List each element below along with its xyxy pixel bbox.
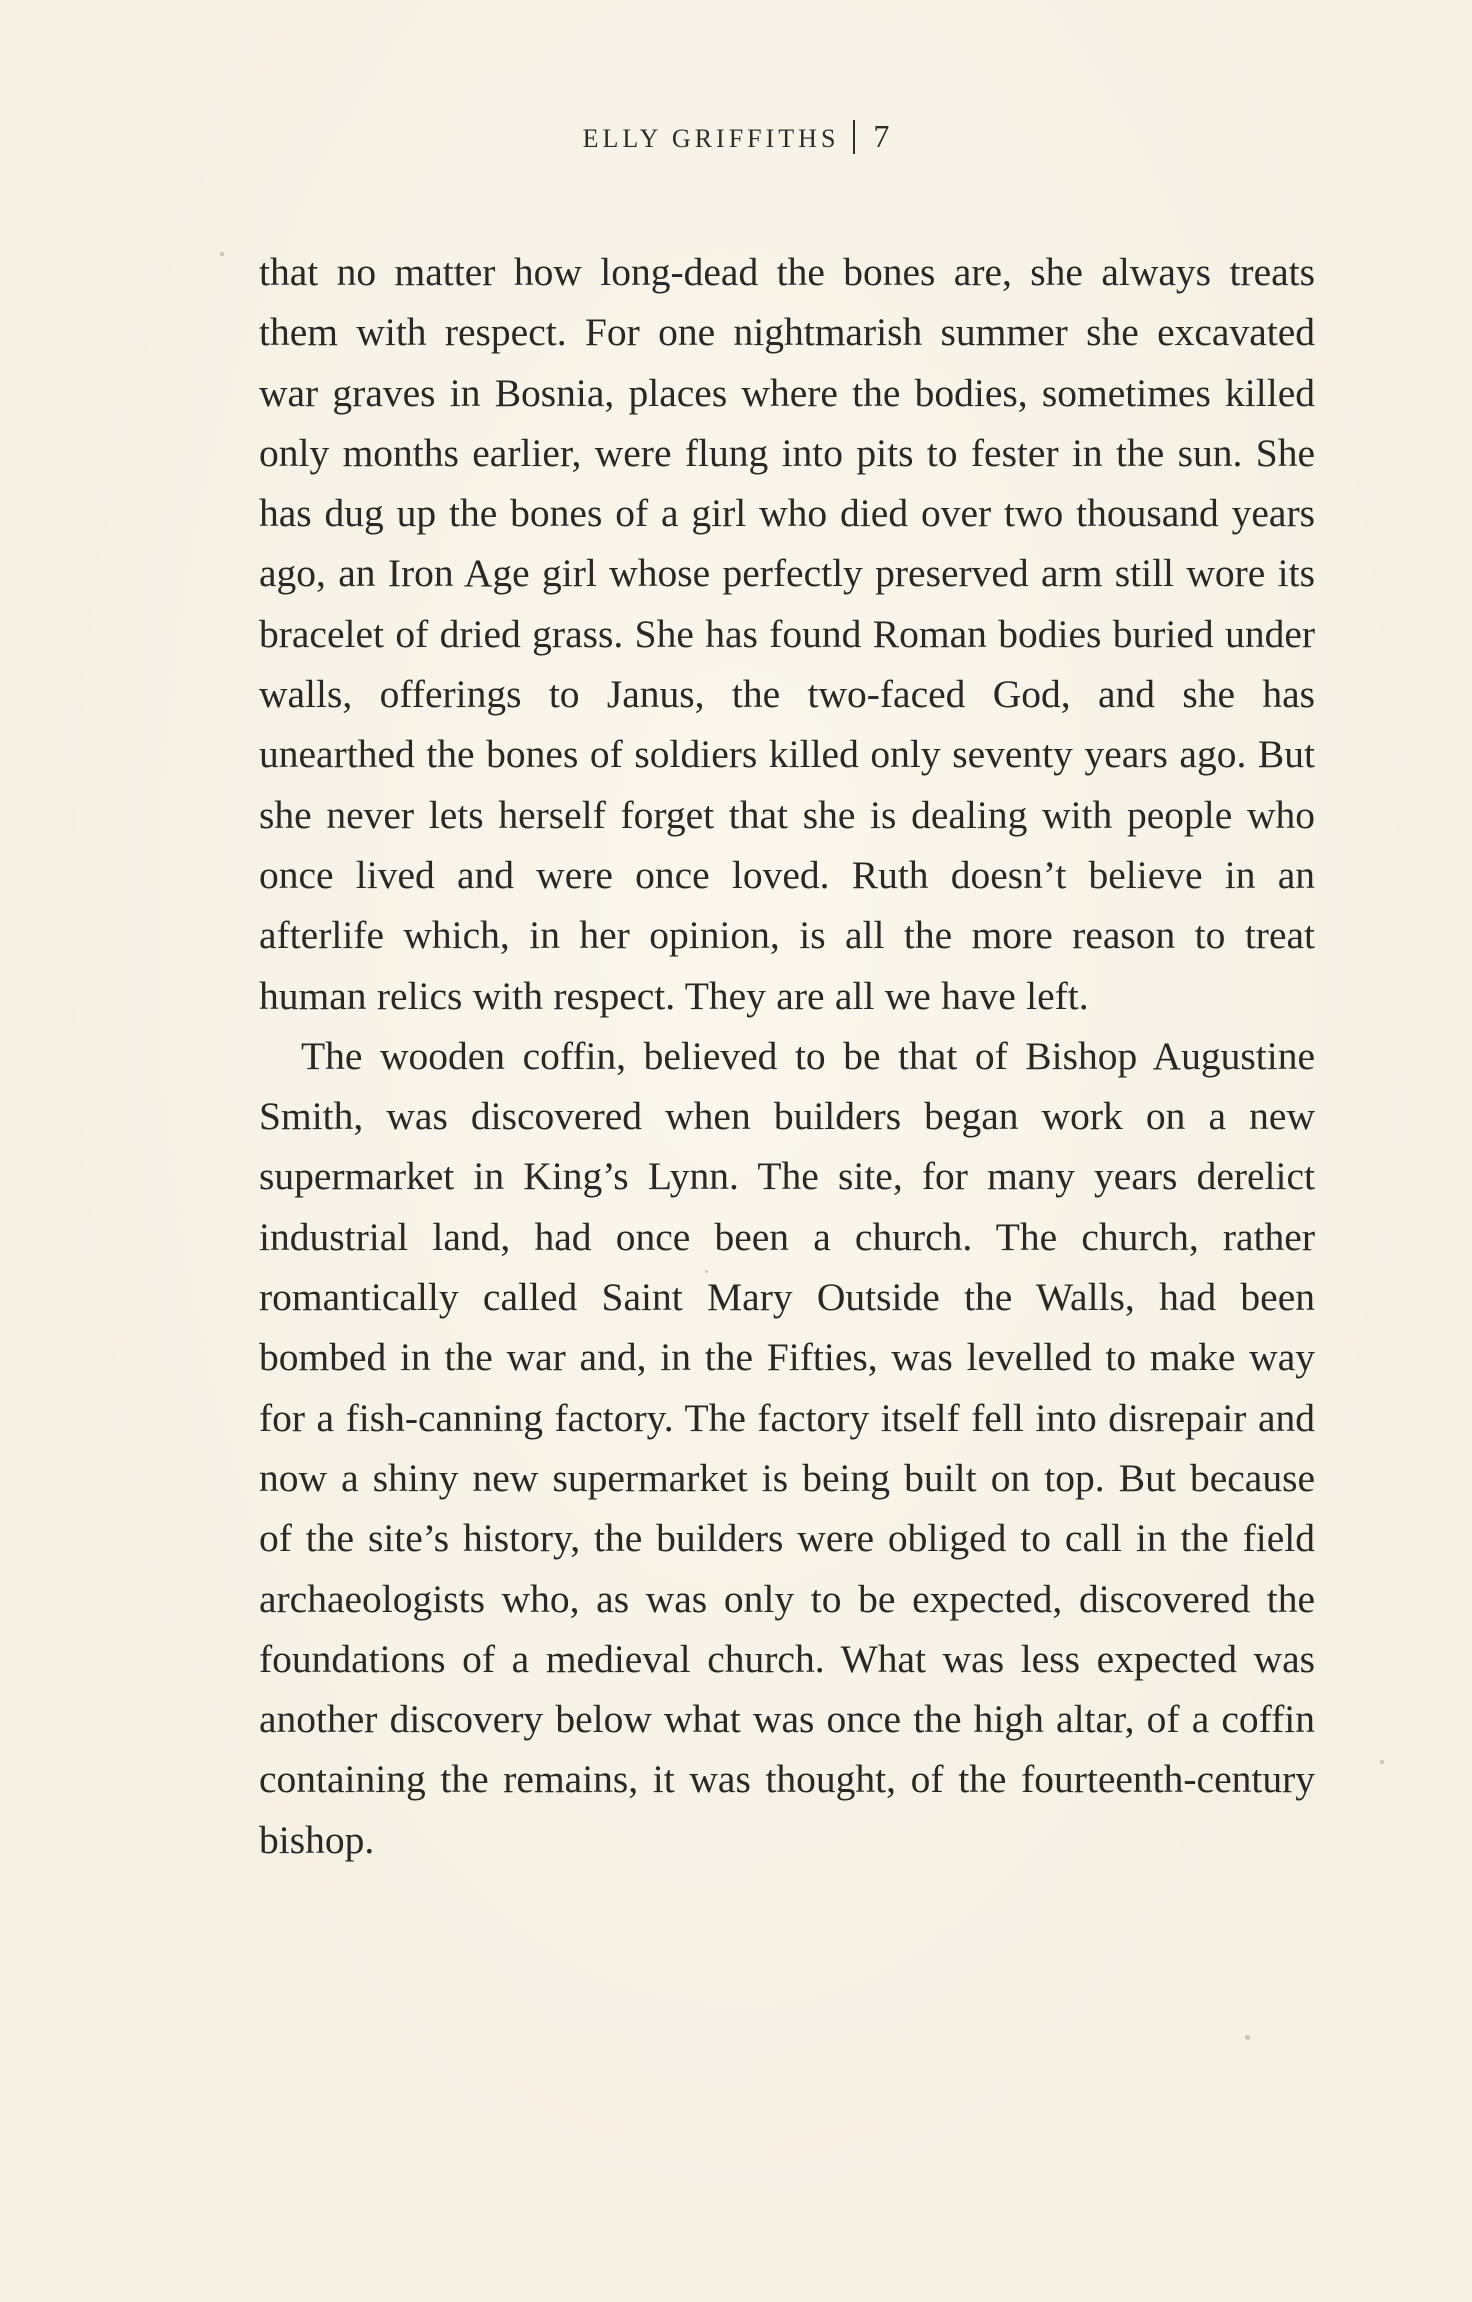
paragraph-2: The wooden coffin, believed to be that of Bishop Augustine Smith, was discovered when builders began work on a new supermarket in King’s Lynn. The site, for many years derelict industrial land, had once been a church. The church, rather romantically called Saint Mary Outside the Walls, had been bombed in the war and, in the Fifties, was levelled to make way for a fish-canning factory. The factory itself fell into disrepair and now a shiny new supermarket is being built on top. But because of the site’s history, the builders were obliged to call in the field archaeologists who, as was only to be expected, discovered the foundations of a medieval church. What was less expected was another discovery below what was once the high altar, of a coffin containing the remains, it was thought, of the fourteenth-century bishop. xyxy=(259,1033,1315,1862)
paper-speck xyxy=(220,252,224,256)
paper-speck xyxy=(705,1270,708,1273)
header-separator xyxy=(853,120,855,154)
author-name: ELLY GRIFFITHS xyxy=(582,124,840,153)
body-text xyxy=(259,242,1315,1870)
paper-speck xyxy=(1245,2035,1250,2040)
page-number: 7 xyxy=(873,118,890,154)
paper-speck xyxy=(1380,1760,1384,1764)
paragraph-1: that no matter how long-dead the bones are, she always treats them with respect. For one nightmarish summer she excavated war graves in Bosnia, places where the bodies, sometimes killed only months earlier, were flung into pits to fester in the sun. She has dug up the bones of a girl who died over two thousand years ago, an Iron Age girl whose perfectly preserved arm still wore its bracelet of dried grass. She has found Roman bodies buried under walls, offerings to Janus, the two-faced God, and she has unearthed the bones of soldiers killed only seventy years ago. But she never lets herself forget that she is dealing with people who once lived and were once loved. Ruth doesn’t believe in an afterlife which, in her opinion, is all the more reason to treat human relics with respect. They are all we have left. xyxy=(259,250,1315,1018)
running-header xyxy=(0,118,1472,155)
